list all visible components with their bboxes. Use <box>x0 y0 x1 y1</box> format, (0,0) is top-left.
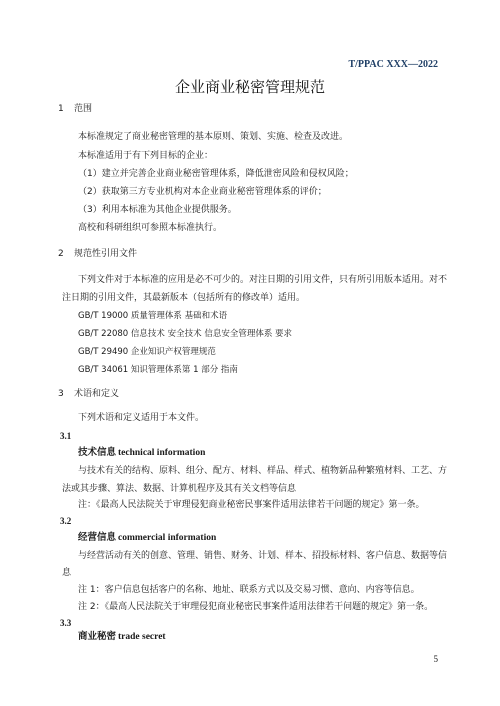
standard-number: T/PPAC XXX—2022 <box>348 59 438 70</box>
term-number: 3.2 <box>60 516 72 526</box>
section-title: 范围 <box>74 104 93 114</box>
term-number: 3.1 <box>60 431 72 441</box>
reference-item: GB/T 34061 知识管理体系第 1 部分 指南 <box>78 365 238 375</box>
section-number: 1 <box>58 104 64 114</box>
paragraph: 本标准规定了商业秘密管理的基本原则、策划、实施、检查及改进。 <box>78 132 349 142</box>
section-number: 2 <box>58 249 64 259</box>
term-definition: 法或其步骤、算法、数据、计算机程序及其有关文档等信息 <box>62 484 297 494</box>
section-2-heading <box>58 248 137 260</box>
page-number: 5 <box>433 654 438 664</box>
term-heading <box>78 447 205 459</box>
term-chinese: 技术信息 <box>78 447 117 458</box>
section-number: 3 <box>58 389 64 399</box>
reference-item: GB/T 22080 信息技术 安全技术 信息安全管理体系 要求 <box>78 329 293 339</box>
term-english: commercial information <box>118 533 217 543</box>
term-english: trade secret <box>118 632 166 642</box>
list-item: （2）获取第三方专业机构对本企业商业秘密管理体系的评价； <box>78 187 327 197</box>
term-heading <box>78 532 216 544</box>
document-title: 企业商业秘密管理规范 <box>174 78 325 96</box>
paragraph: 注日期的引用文件，其最新版本（包括所有的修改单）适用。 <box>62 293 306 303</box>
section-3-heading <box>58 388 119 400</box>
term-english: technical information <box>118 448 206 458</box>
section-title: 术语和定义 <box>74 389 120 399</box>
reference-item: GB/T 19000 质量管理体系 基础和术语 <box>78 311 228 321</box>
term-chinese: 商业秘密 <box>78 631 117 642</box>
paragraph: 高校和科研组织可参照本标准执行。 <box>78 223 223 233</box>
term-note: 注 2：《最高人民法院关于审理侵犯商业秘密民事案件适用法律若干问题的规定》第一条。 <box>78 602 434 612</box>
list-item: （1）建立并完善企业商业秘密管理体系，降低泄密风险和侵权风险； <box>78 169 354 179</box>
paragraph: 下列文件对于本标准的应用是必不可少的。对注日期的引用文件，只有所引用版本适用。对不 <box>78 275 448 285</box>
term-chinese: 经营信息 <box>78 532 117 543</box>
term-heading <box>78 631 166 643</box>
paragraph: 本标准适用于有下列目标的企业： <box>78 151 214 161</box>
term-note: 注 1：客户信息包括客户的名称、地址、联系方式以及交易习惯、意向、内容等信息。 <box>78 585 420 595</box>
term-definition: 与经营活动有关的创意、管理、销售、财务、计划、样本、招投标材料、客户信息、数据等信 <box>78 551 448 561</box>
paragraph: 下列术语和定义适用于本文件。 <box>78 413 205 423</box>
term-definition: 与技术有关的结构、原料、组分、配方、材料、样品、样式、植物新品种繁殖材料、工艺、方 <box>78 466 448 476</box>
section-1-heading <box>58 103 92 115</box>
term-number: 3.3 <box>60 618 72 628</box>
list-item: （3）利用本标准为其他企业提供服务。 <box>78 205 237 215</box>
section-title: 规范性引用文件 <box>74 249 138 259</box>
reference-item: GB/T 29490 企业知识产权管理规范 <box>78 347 216 357</box>
term-definition: 息 <box>62 568 72 578</box>
term-note: 注：《最高人民法院关于审理侵犯商业秘密民事案件适用法律若干问题的规定》第一条。 <box>78 500 425 510</box>
